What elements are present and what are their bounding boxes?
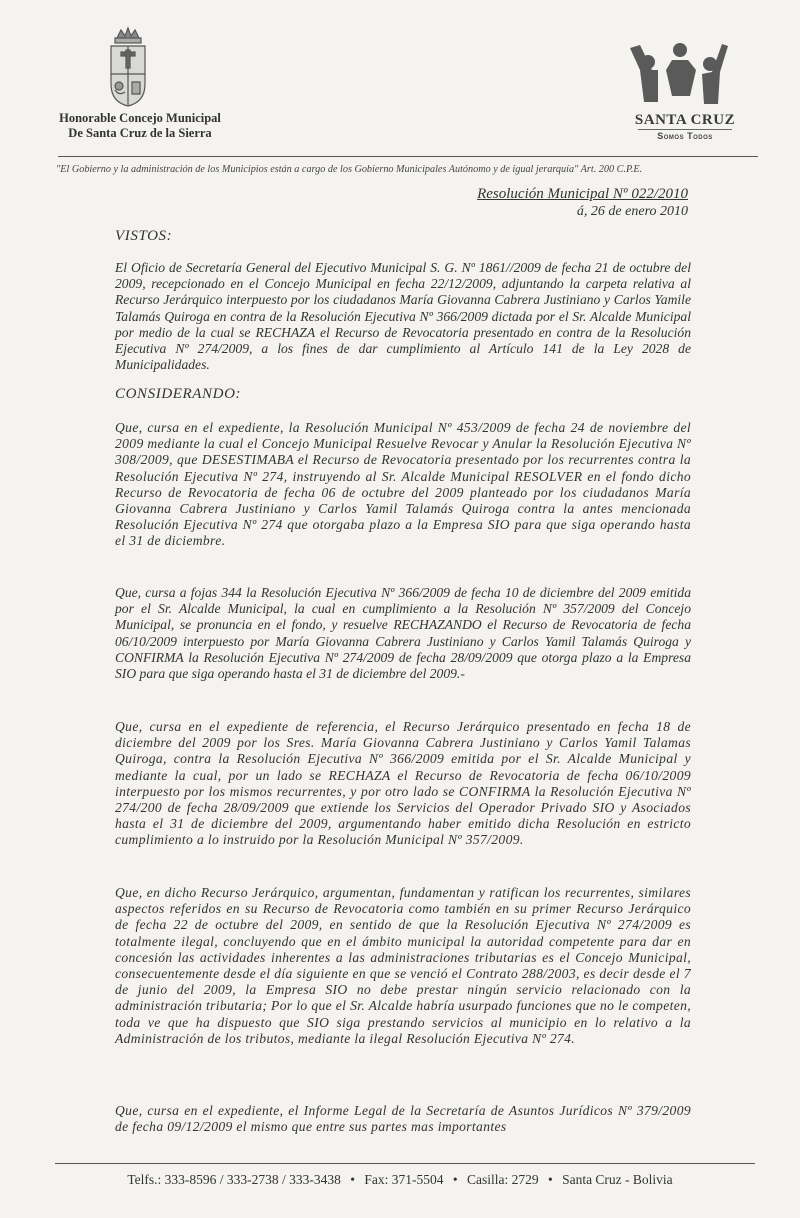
considerando-paragraph: Que, cursa a fojas 344 la Resolución Ejecutiva Nº 366/2009 de fecha 10 de diciembre del 2009 emitida por el Sr. Alcalde Municipal, la cual en cumplimiento a la Resolución Nº 357/2009 del Concejo Municipal, se pronuncia en el fondo, y resuelve RECHAZANDO el Recurso de Revocatoria de fecha 06/10/2009 interpuesto por María Giovanna Cabrera Justiniano y Carlos Yamil Talamás Quiroga y CONFIRMA la Resolución Ejecutiva Nº 274/2009 de fecha 28/09/2009 que otorga plazo a la Empresa SIO para que siga operando hasta el 31 de diciembre del 2009.- bbox=[115, 585, 691, 682]
footer-city: Santa Cruz - Bolivia bbox=[562, 1172, 673, 1187]
constitution-quote: "El Gobierno y la administración de los Municipios están a cargo de los Gobierno Municipales Autónomo y de igual jerarquía" Art. 200 C.P.E. bbox=[56, 164, 643, 175]
coat-of-arms-icon bbox=[103, 24, 153, 110]
vistos-paragraph: El Oficio de Secretaría General del Ejecutivo Municipal S. G. Nº 1861//2009 de fecha 21 de octubre del 2009, recepcionado en el Concejo Municipal en fecha 22/12/2009, adjuntando la carpeta relativa al Recurso Jerárquico interpuesto por los ciudadanos María Giovanna Cabrera Justiniano y Carlos Yamile Talamás Quiroga en contra de la Resolución Ejecutiva Nº 366/2009 dictada por el Sr. Alcalde Municipal por medio de la cual se RECHAZA el Recurso de Revocatoria presentado en contra de la Resolución Ejecutiva Nº 274/2009, a los fines de dar cumplimiento al Artículo 141 de la Ley 2028 de Municipalidades. bbox=[115, 260, 691, 373]
resolution-title: Resolución Municipal Nº 022/2010 bbox=[477, 186, 688, 202]
considerando-paragraph: Que, cursa en el expediente, la Resolución Municipal Nº 453/2009 de fecha 24 de noviembre del 2009 mediante la cual el Concejo Municipal Resuelve Revocar y Anular la Resolución Ejecutiva Nº 308/2009, que DESESTIMABA el Recurso de Revocatoria presentado por los recurrentes contra la Resolución Ejecutiva Nº 274, instruyendo al Sr. Alcalde Municipal RESOLVER en el fondo dicho Recurso de Revocatoria de fecha 06 de octubre del 2009 planteado por los ciudadanos María Giovanna Cabrera Justiniano y Carlos Yamil Talamás Quiroga contra la antes mencionada Resolución Ejecutiva Nº 274 que otorgaba plazo a la Empresa SIO para que siga operando hasta el 31 de diciembre. bbox=[115, 420, 691, 549]
vistos-heading: VISTOS: bbox=[115, 228, 173, 244]
brand-name: SANTA CRUZ bbox=[634, 112, 736, 128]
footer-casilla: Casilla: 2729 bbox=[466, 1172, 539, 1187]
contact-footer bbox=[0, 1172, 800, 1188]
footer-phones: Telfs.: 333-8596 / 333-2738 / 333-3438 bbox=[127, 1172, 341, 1187]
footer-separator: • bbox=[547, 1172, 553, 1187]
org-name-line1: Honorable Concejo Municipal bbox=[59, 111, 221, 125]
brand-wordmark bbox=[620, 112, 750, 142]
footer-separator: • bbox=[350, 1172, 355, 1187]
considerando-heading: CONSIDERANDO: bbox=[115, 386, 242, 402]
footer-fax: Fax: 371-5504 bbox=[364, 1172, 444, 1187]
header-divider bbox=[58, 156, 758, 157]
considerando-paragraph: Que, cursa en el expediente, el Informe Legal de la Secretaría de Asuntos Jurídicos Nº 379/2009 de fecha 09/12/2009 el mismo que entre sus partes mas importantes bbox=[115, 1103, 691, 1135]
issuing-organization bbox=[40, 111, 240, 141]
footer-divider bbox=[55, 1163, 755, 1164]
considerando-paragraph: Que, en dicho Recurso Jerárquico, argumentan, fundamentan y ratifican los recurrentes, similares aspectos referidos en su Recurso de Revocatoria como también en su primer Recurso Jerárquico de fecha 22 de octubre del 2009, en sentido de que la Resolución Ejecutiva Nº 274/2009 es totalmente ilegal, concluyendo que en el ámbito municipal la autoridad competente para dar en concesión las actividades inherentes a las administraciones tributarias es el Concejo Municipal, consecuentemente desde el día siguiente en que se venció el Contrato 288/2003, es decir desde el 7 de junio del 2009, la Empresa SIO no debe prestar ningún servicio relacionado con la administración tributaria; Por lo que el Sr. Alcalde habría usurpado funciones que no le competen, toda ve que ha dispuesto que SIO siga prestando servicios al municipio en lo relativo a la Administración de los tributos, mediante la ilegal Resolución Ejecutiva Nº 274. bbox=[115, 885, 691, 1046]
org-name-line2: De Santa Cruz de la Sierra bbox=[68, 126, 212, 140]
resolution-date: á, 26 de enero 2010 bbox=[576, 204, 688, 219]
brand-tagline: Somos Todos bbox=[638, 129, 732, 142]
considerando-paragraph: Que, cursa en el expediente de referencia, el Recurso Jerárquico presentado en fecha 18 de diciembre del 2009 por los Sres. María Giovanna Cabrera Justiniano y Carlos Yamil Talamas Quiroga, contra la Resolución Ejecutiva Nº 366/2009 emitida por el Sr. Alcalde Municipal y mediante la cual, por un lado se RECHAZA el Recurso de Revocatoria de fecha 06/10/2009 interpuesto por los mismos recurrentes, y por otro lado se CONFIRMA la Resolución Ejecutiva Nº 274/200 de fecha 28/09/2009 que extiende los Servicios del Operador Privado SIO y Asociados hasta el 31 de diciembre del 2009, argumentando haber emitido dicha Resolución en estricto cumplimiento a lo instruido por la Resolución Municipal Nº 357/2009. bbox=[115, 719, 691, 848]
footer-separator: • bbox=[452, 1172, 458, 1187]
